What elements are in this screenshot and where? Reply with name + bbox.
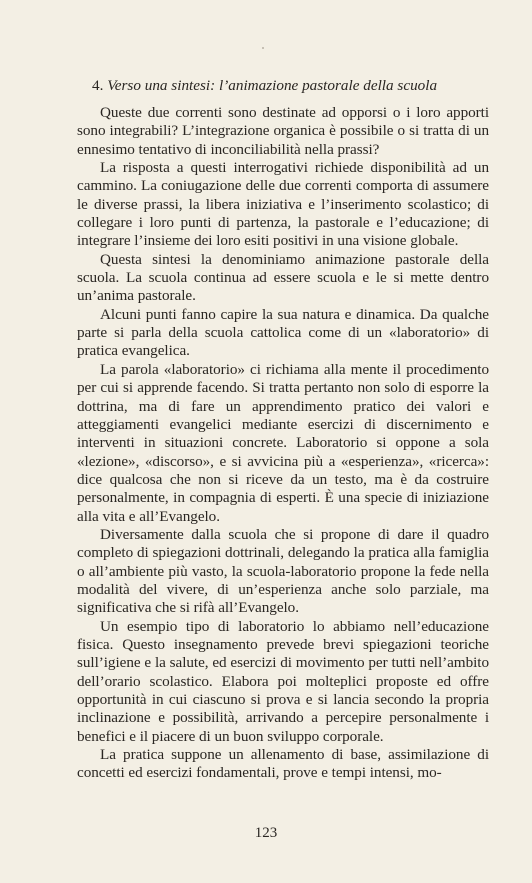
paragraph: La parola «laboratorio» ci richiama alla mente il procedimento per cui si apprende facendo. Si tratta pertanto non solo di esporre la dottrina, ma di fare un apprendimento pratico dei valori e atteggiamenti evangelici mediante esercizi di discernimento e interventi in situazioni concrete. Laboratorio si oppone a sola «lezione», «discorso», e si avvicina più a «esperienza», «ricerca»: dice qualcosa che non si riceve da un testo, ma è da costruire personalmente, in compagnia di esperti. È una specie di iniziazione alla vita e all’Evangelo. — [77, 360, 489, 525]
section-title: Verso una sintesi: l’animazione pastorale della scuola — [107, 77, 438, 94]
page-number: 123 — [254, 825, 278, 841]
section-heading — [92, 76, 437, 96]
paragraph: Queste due correnti sono destinate ad opporsi o i loro apporti sono integrabili? L’integrazione organica è possibile o si tratta di un ennesimo tentativo di inconciliabilità nella prassi? — [77, 104, 489, 158]
body-text — [77, 104, 489, 783]
paragraph: Un esempio tipo di laboratorio lo abbiamo nell’educazione fisica. Questo insegnamento prevede brevi spiegazioni teoriche sull’igiene e la salute, ed esercizi di movimento per tutti nell’ambito dell’orario scolastico. Elabora poi molteplici proposte ed offre opportunità in cui ciascuno si prova e si lancia secondo la propria inclinazione e possibilità, arrivando a percepire personalmente i benefici e il piacere di un buon sviluppo corporale. — [77, 617, 489, 745]
section-number: 4. — [92, 77, 104, 94]
paragraph: Diversamente dalla scuola che si propone di dare il quadro completo di spiegazioni dottrinali, delegando la pratica alla famiglia o all’ambiente più vasto, la scuola-laboratorio propone la fede nella modalità del vivere, di un’esperienza anche solo parziale, ma significativa che si rifà all’Evangelo. — [77, 525, 489, 617]
print-mark — [262, 47, 264, 49]
paragraph: Alcuni punti fanno capire la sua natura e dinamica. Da qualche parte si parla della scuola cattolica come di un «laboratorio» di pratica evangelica. — [77, 305, 489, 360]
paragraph: La risposta a questi interrogativi richiede disponibilità ad un cammino. La coniugazione delle due correnti comporta di assumere le diverse prassi, la libera iniziativa e l’inserimento scolastico; di collegare i loro punti di partenza, la pastorale e l’educazione; di integrare l’insieme dei loro esiti positivi in una visione globale. — [77, 159, 489, 250]
paragraph: La pratica suppone un allenamento di base, assimilazione di concetti ed esercizi fondamentali, prove e tempi intensi, mo- — [77, 746, 489, 782]
paragraph: Questa sintesi la denominiamo animazione pastorale della scuola. La scuola continua ad essere scuola e le si mette dentro un’anima pastorale. — [77, 250, 489, 305]
